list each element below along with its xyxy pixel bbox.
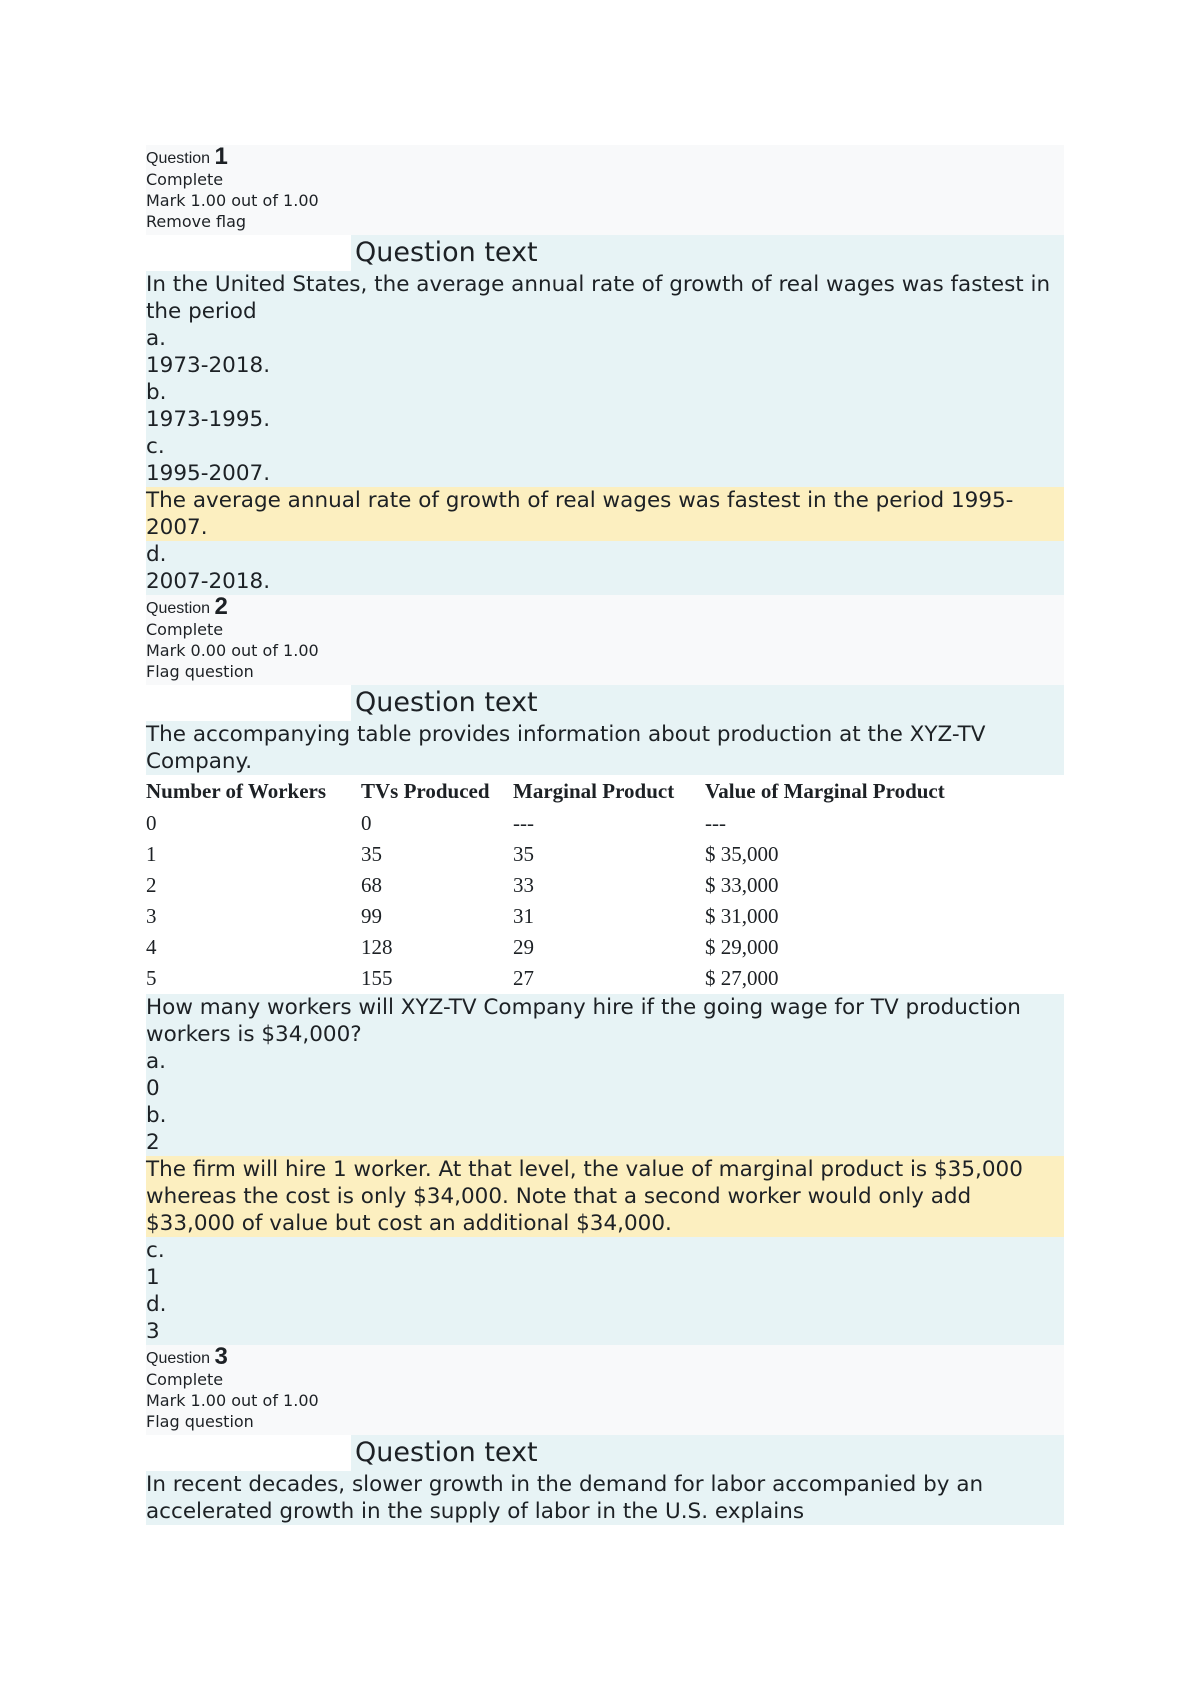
answer-feedback: The firm will hire 1 worker. At that level, the value of marginal product is $35,000 whereas the cost is only $34,000. Note that a second worker would only add $33,000 of value but cost an additional $34,000. xyxy=(146,1156,1064,1237)
table-cell: 31 xyxy=(513,904,534,928)
table-cell: 155 xyxy=(361,966,393,990)
table-cell: $ 27,000 xyxy=(705,966,779,990)
answer-option-b[interactable] xyxy=(146,379,1064,433)
option-letter: a. xyxy=(146,1049,167,1074)
flag-toggle[interactable]: Remove flag xyxy=(146,212,247,231)
option-letter: a. xyxy=(146,326,167,351)
table-cell: --- xyxy=(513,811,534,835)
table-cell: 99 xyxy=(361,904,382,928)
question-state: Complete xyxy=(146,620,224,639)
quiz-review xyxy=(146,145,1064,1525)
option-text: 1 xyxy=(146,1265,160,1290)
table-cell: $ 31,000 xyxy=(705,904,779,928)
answer-option-b[interactable] xyxy=(146,1102,1064,1156)
table-cell: 35 xyxy=(513,842,534,866)
table-cell: 5 xyxy=(146,966,157,990)
column-header: Marginal Product xyxy=(513,779,675,803)
question-stem: In the United States, the average annual rate of growth of real wages was fastest in the period xyxy=(146,271,1064,325)
table-row xyxy=(146,808,1064,839)
table-cell: $ 29,000 xyxy=(705,935,779,959)
column-header: Number of Workers xyxy=(146,779,327,803)
table-cell: 1 xyxy=(146,842,157,866)
table-row xyxy=(146,963,1064,994)
table-header-row xyxy=(146,775,1064,808)
option-letter: b. xyxy=(146,1103,167,1128)
answer-feedback: The average annual rate of growth of real wages was fastest in the period 1995-2007. xyxy=(146,487,1064,541)
question-info xyxy=(146,595,1064,685)
table-cell: 0 xyxy=(361,811,372,835)
table-row xyxy=(146,870,1064,901)
option-letter: b. xyxy=(146,380,167,405)
option-letter: d. xyxy=(146,1292,167,1317)
question-intro: The accompanying table provides information about production at the XYZ-TV Company. xyxy=(146,721,1064,775)
table-cell: 68 xyxy=(361,873,382,897)
question-number xyxy=(146,593,1064,620)
table-cell: --- xyxy=(705,811,726,835)
flag-toggle[interactable]: Flag question xyxy=(146,662,254,681)
answer-option-d[interactable] xyxy=(146,1291,1064,1345)
question-mark: Mark 1.00 out of 1.00 xyxy=(146,191,319,210)
question-number xyxy=(146,143,1064,170)
question-label: Question xyxy=(146,1350,211,1367)
table-cell: 27 xyxy=(513,966,534,990)
answer-option-c[interactable] xyxy=(146,433,1064,487)
table-cell: 128 xyxy=(361,935,393,959)
question-info xyxy=(146,145,1064,235)
column-header: TVs Produced xyxy=(361,779,490,803)
question-label: Question xyxy=(146,600,211,617)
table-cell: 3 xyxy=(146,904,157,928)
table-cell: 35 xyxy=(361,842,382,866)
question-text-heading: Question text xyxy=(351,685,1064,721)
table-row xyxy=(146,839,1064,870)
table-row xyxy=(146,932,1064,963)
option-text: 3 xyxy=(146,1319,160,1344)
flag-toggle[interactable]: Flag question xyxy=(146,1412,254,1431)
answer-option-a[interactable] xyxy=(146,1048,1064,1102)
question-label: Question xyxy=(146,150,211,167)
question-text-heading: Question text xyxy=(351,1435,1064,1471)
option-text: 1973-1995. xyxy=(146,407,271,432)
option-letter: c. xyxy=(146,434,165,459)
question-mark: Mark 1.00 out of 1.00 xyxy=(146,1391,319,1410)
option-text: 1973-2018. xyxy=(146,353,271,378)
production-table xyxy=(146,775,1064,994)
answer-option-a[interactable] xyxy=(146,325,1064,379)
question-number-value: 3 xyxy=(214,1343,228,1370)
option-letter: d. xyxy=(146,542,167,567)
question-number-value: 2 xyxy=(214,593,228,620)
answer-option-d[interactable] xyxy=(146,541,1064,595)
answer-option-c[interactable] xyxy=(146,1237,1064,1291)
option-text: 2007-2018. xyxy=(146,569,271,594)
question-number xyxy=(146,1343,1064,1370)
table-cell: 29 xyxy=(513,935,534,959)
option-text: 2 xyxy=(146,1130,160,1155)
table-cell: 0 xyxy=(146,811,157,835)
table-cell: 33 xyxy=(513,873,534,897)
question-info xyxy=(146,1345,1064,1435)
table-cell: $ 33,000 xyxy=(705,873,779,897)
option-letter: c. xyxy=(146,1238,165,1263)
question-state: Complete xyxy=(146,1370,224,1389)
table-cell: 2 xyxy=(146,873,157,897)
question-text-heading: Question text xyxy=(351,235,1064,271)
question-stem: In recent decades, slower growth in the demand for labor accompanied by an accelerated growth in the supply of labor in the U.S. explains xyxy=(146,1471,1064,1525)
question-state: Complete xyxy=(146,170,224,189)
option-text: 1995-2007. xyxy=(146,461,271,486)
question-mark: Mark 0.00 out of 1.00 xyxy=(146,641,319,660)
option-text: 0 xyxy=(146,1076,160,1101)
question-stem: How many workers will XYZ-TV Company hire if the going wage for TV production workers is $34,000? xyxy=(146,994,1064,1048)
table-cell: $ 35,000 xyxy=(705,842,779,866)
table-row xyxy=(146,901,1064,932)
table-cell: 4 xyxy=(146,935,157,959)
column-header: Value of Marginal Product xyxy=(705,779,945,803)
question-number-value: 1 xyxy=(214,143,228,170)
